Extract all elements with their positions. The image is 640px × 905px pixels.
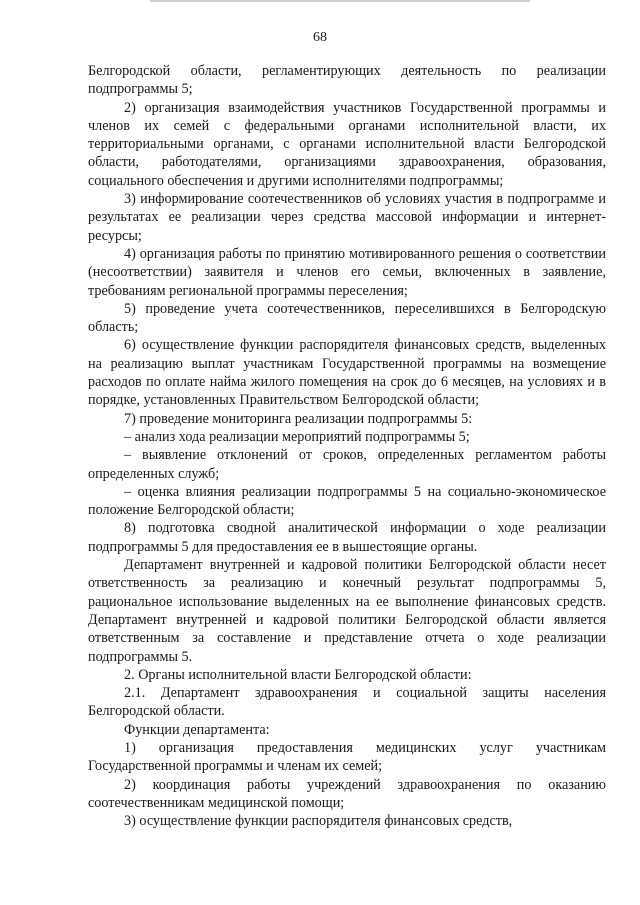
paragraph-section-2-1: 2.1. Департамент здравоохранения и социальной защиты населения Белгородской области. xyxy=(88,685,606,720)
paragraph-item-8: 8) подготовка сводной аналитической информации о ходе реализации подпрограммы 5 для предоставления ее в вышестоящие органы. xyxy=(88,520,606,555)
document-body xyxy=(88,62,606,830)
paragraph-functions-heading: Функции департамента: xyxy=(124,721,270,738)
scan-edge-line xyxy=(150,0,530,2)
paragraph-function-2: 2) координация работы учреждений здравоохранения по оказанию соотечественникам медицинской помощи; xyxy=(88,776,606,811)
paragraph-item-2: 2) организация взаимодействия участников Государственной программы и членов их семей с федеральными органами исполнительной власти, их территориальными органами, с органами исполнительной власти Белгородской области, работодателями, организациями здравоохранения, образования, социального обеспечения и другими исполнителями подпрограммы; xyxy=(88,99,606,189)
paragraph-subitem-analysis: – анализ хода реализации мероприятий подпрограммы 5; xyxy=(124,428,470,445)
paragraph-department-responsibility: Департамент внутренней и кадровой политики Белгородской области несет ответственность за реализацию и конечный результат подпрограммы 5, рациональное использование выделенных на ее выполнение финансовых средств. Департамент внутренней и кадровой политики Белгородской области является ответственным за составление и представление отчета о ходе реализации подпрограммы 5. xyxy=(88,557,606,665)
paragraph-subitem-deviations: – выявление отклонений от сроков, определенных регламентом работы определенных служб; xyxy=(88,447,606,482)
paragraph-item-5: 5) проведение учета соотечественников, переселившихся в Белгородскую область; xyxy=(88,300,606,336)
paragraph-item-7: 7) проведение мониторинга реализации подпрограммы 5: xyxy=(124,410,473,427)
paragraph-item-4: 4) организация работы по принятию мотивированного решения о соответствии (несоответствии) заявителя и членов его семьи, включенных в заявление, требованиям региональной программы переселения; xyxy=(88,245,606,299)
paragraph-continuation: Белгородской области, регламентирующих деятельность по реализации подпрограммы 5; xyxy=(88,63,606,98)
paragraph-item-6: 6) осуществление функции распорядителя финансовых средств, выделенных на реализацию выплат участникам Государственной программы на возмещение расходов по оплате найма жилого помещения на срок до 6 месяцев, на условиях и в порядке, установленных Правительством Белгородской области; xyxy=(88,337,606,409)
page-number: 68 xyxy=(313,30,327,45)
paragraph-subitem-assessment: – оценка влияния реализации подпрограммы 5 на социально-экономическое положение Белгородской области; xyxy=(88,483,606,519)
paragraph-function-1: 1) организация предоставления медицинских услуг участникам Государственной программы и членам их семей; xyxy=(88,739,606,775)
paragraph-item-3: 3) информирование соотечественников об условиях участия в подпрограмме и результатах ее реализации через средства массовой информации и интернет-ресурсы; xyxy=(88,191,606,244)
paragraph-function-3: 3) осуществление функции распорядителя финансовых средств, xyxy=(124,813,513,830)
paragraph-section-2-heading: 2. Органы исполнительной власти Белгородской области: xyxy=(124,666,472,683)
